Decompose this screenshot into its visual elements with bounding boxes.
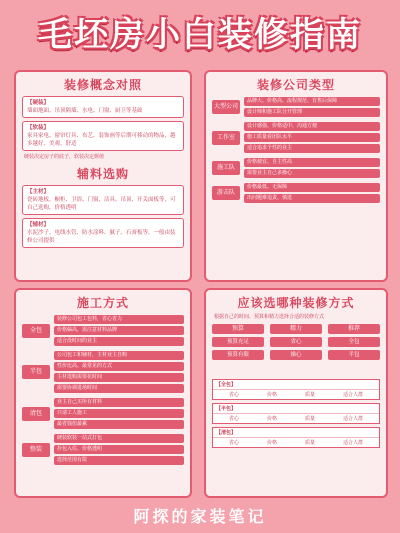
- table-col: 省心: [228, 392, 239, 398]
- table-head: 【半包】: [213, 404, 379, 414]
- row-label: 施工队: [212, 161, 240, 175]
- method-row: [22, 350, 184, 394]
- row-line: 施工质量看团队水平: [244, 133, 380, 142]
- row-line: 适合追求个性的业主: [244, 144, 380, 153]
- row-line: 性价比高、最常见的方式: [54, 362, 184, 371]
- row-label: 工作室: [212, 131, 240, 145]
- row-line: 公司包工和辅材，主材业主自购: [54, 351, 184, 360]
- row-label: 大型公司: [212, 100, 240, 114]
- row-label: 全包: [22, 324, 50, 338]
- note: 硬装决定房子的底子，软装决定颜值: [24, 154, 105, 160]
- table-col: 适合人群: [342, 392, 363, 398]
- panel-choose-method: [204, 288, 388, 498]
- row-line: 业主自己买所有材料: [54, 398, 184, 407]
- table-col: 价格: [266, 416, 277, 422]
- company-row: [212, 96, 380, 118]
- flow-cell: 半包: [328, 350, 380, 360]
- page-title: 毛坯房小白装修指南: [38, 15, 362, 55]
- box-tag: 【硬装】: [27, 100, 50, 106]
- row-label: 半包: [22, 365, 50, 379]
- row-line: 拎包入住、价格透明: [54, 445, 184, 454]
- flow-cell: 省心: [270, 337, 322, 347]
- panel-company-types: [204, 70, 388, 282]
- row-line: 需要业主自己多操心: [244, 169, 380, 178]
- company-row: [212, 157, 380, 179]
- row-line: 出问题难追责、慎选: [244, 194, 380, 203]
- panel-concepts: [14, 70, 192, 282]
- box-main-material: [22, 185, 184, 215]
- row-line: 最省钱但最累: [54, 420, 184, 429]
- panel-title-choose: 应该选哪种装修方式: [237, 296, 355, 310]
- table-col: 适合人群: [342, 440, 363, 446]
- panel-subtitle-materials: 辅料选购: [76, 167, 129, 181]
- box-text: 家具家电、窗帘灯具、布艺、装饰画等后期可移动的物品，越多越好、美观、舒适: [27, 133, 176, 147]
- box-text: 瓷砖地板、橱柜、卫浴、门窗、洁具、吊顶、开关面板等，可自己选购，价格透明: [27, 197, 176, 211]
- row-line: 装修公司包工包料，省心省力: [54, 315, 184, 324]
- flow-cell: 预算有限: [212, 350, 264, 360]
- panel-title-concepts: 装修概念对照: [63, 78, 142, 92]
- flow-head: 精力: [270, 324, 322, 334]
- row-line: 价格最低、无保障: [244, 183, 380, 192]
- row-line: 硬装软装一站式打包: [54, 434, 184, 443]
- compare-table: [212, 403, 380, 424]
- table-col: 价格: [266, 440, 277, 446]
- box-text: 墙面地面、吊顶隔墙、水电、门窗、厨卫等基础: [27, 108, 143, 114]
- row-label: 整装: [22, 443, 50, 457]
- table-col: 质量: [304, 440, 315, 446]
- table-col: 质量: [304, 416, 315, 422]
- table-col: 省心: [228, 416, 239, 422]
- table-col: 适合人群: [342, 416, 363, 422]
- table-col: 价格: [266, 392, 277, 398]
- method-row: [22, 433, 184, 466]
- row-line: 价格便宜、自主性高: [244, 158, 380, 167]
- company-row: [212, 182, 380, 204]
- box-tag: 【辅材】: [27, 222, 50, 228]
- row-line: 主材选购需要花时间: [54, 373, 184, 382]
- row-label: 游击队: [212, 186, 240, 200]
- decision-flow: [212, 324, 380, 376]
- row-label: 清包: [22, 407, 50, 421]
- footer-watermark: 阿探的家装笔记: [133, 507, 267, 526]
- box-soft-decor: [22, 121, 184, 151]
- panel-title-company: 装修公司类型: [256, 78, 335, 92]
- intro-text: 根据自己的时间、预算和精力选择合适的装修方式: [214, 314, 325, 320]
- flow-cell: 全包: [328, 337, 380, 347]
- box-aux-material: [22, 218, 184, 248]
- row-line: 需要协调进场时间: [54, 384, 184, 393]
- row-line: 设计师和施工队分开管理: [244, 108, 380, 117]
- company-row: [212, 121, 380, 154]
- box-tag: 【主材】: [27, 189, 50, 195]
- table-head: 【清包】: [213, 428, 379, 438]
- flow-head: 推荐: [328, 324, 380, 334]
- method-row: [22, 397, 184, 430]
- row-line: 设计感强、价格适中、沟通方便: [244, 122, 380, 131]
- box-hard-decor: [22, 96, 184, 118]
- panel-title-construction: 施工方式: [76, 296, 129, 310]
- compare-table: [212, 379, 380, 400]
- box-text: 水泥沙子、电线水管、防水涂料、腻子、石膏板等，一般由装修公司提供: [27, 230, 176, 244]
- compare-table: [212, 427, 380, 448]
- box-tag: 【软装】: [27, 125, 50, 131]
- row-line: 适合没时间的业主: [54, 337, 184, 346]
- table-col: 省心: [228, 440, 239, 446]
- row-line: 只请工人施工: [54, 409, 184, 418]
- table-head: 【全包】: [213, 380, 379, 390]
- flow-cell: 操心: [270, 350, 322, 360]
- row-line: 品牌大、价格高、流程规范、有售后保障: [244, 97, 380, 106]
- row-line: 价格偏高，需注意材料品牌: [54, 326, 184, 335]
- row-line: 选择范围有限: [54, 456, 184, 465]
- panel-construction: [14, 288, 192, 498]
- flow-head: 预算: [212, 324, 264, 334]
- flow-cell: 预算充足: [212, 337, 264, 347]
- method-row: [22, 314, 184, 347]
- table-col: 质量: [304, 392, 315, 398]
